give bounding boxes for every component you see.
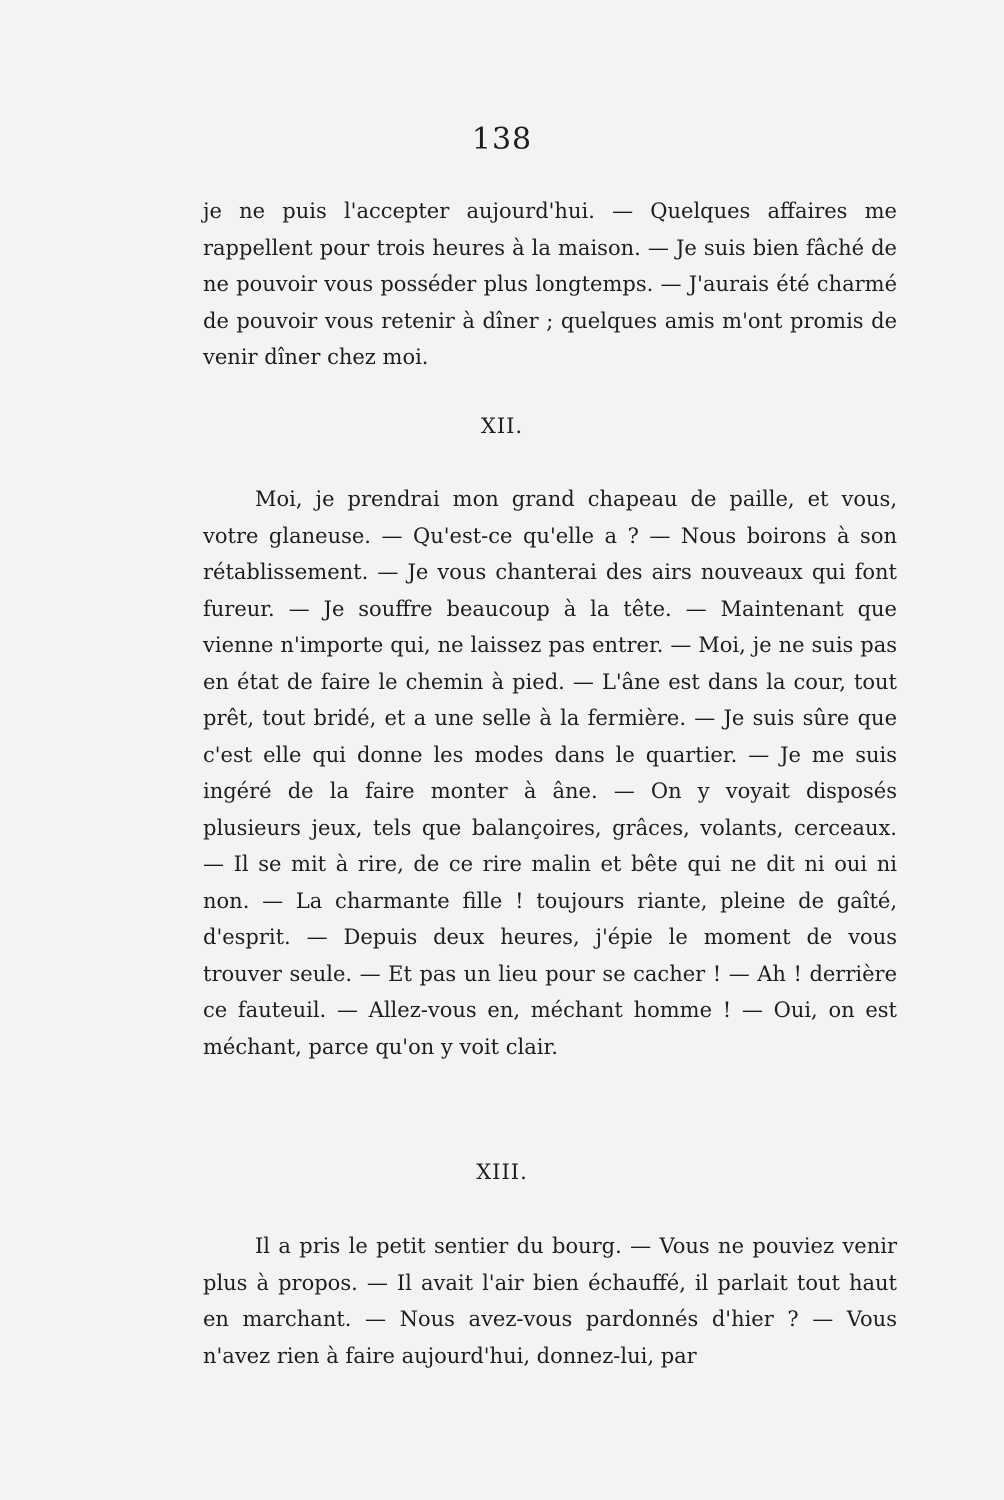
section-heading-xiii: XIII. (476, 1160, 528, 1184)
paragraph-section-xii: Moi, je prendrai mon grand chapeau de paille, et vous, votre glaneuse. — Qu'est-ce qu'elle a ? — Nous boirons à son rétablissement. — Je vous chanterai des airs nouveaux qui font fureur. — Je souffre beaucoup à la tête. — Maintenant que vienne n'importe qui, ne laissez pas entrer. — Moi, je ne suis pas en état de faire le chemin à pied. — L'âne est dans la cour, tout prêt, tout bridé, et a une selle à la fermière. — Je suis sûre que c'est elle qui donne les modes dans le quartier. — Je me suis ingéré de la faire monter à âne. — On y voyait disposés plusieurs jeux, tels que balançoires, grâces, volants, cerceaux. — Il se mit à rire, de ce rire malin et bête qui ne dit ni oui ni non. — La charmante fille ! toujours riante, pleine de gaîté, d'esprit. — Depuis deux heures, j'épie le moment de vous trouver seule. — Et pas un lieu pour se cacher ! — Ah ! derrière ce fauteuil. — Allez-vous en, méchant homme ! — Oui, on est méchant, parce qu'on y voit clair. (203, 487, 897, 1059)
paragraph-continuation: je ne puis l'accepter aujourd'hui. — Quelques affaires me rappellent pour trois heures à la maison. — Je suis bien fâché de ne pouvoir vous posséder plus longtemps. — J'aurais été charmé de pouvoir vous retenir à dîner ; quelques amis m'ont promis de venir dîner chez moi. (203, 199, 897, 369)
paragraph-section-xiii: Il a pris le petit sentier du bourg. — Vous ne pouviez venir plus à propos. — Il avait l'air bien échauffé, il parlait tout haut en marchant. — Nous avez-vous pardonnés d'hier ? — Vous n'avez rien à faire aujourd'hui, donnez-lui, par (203, 1234, 897, 1368)
page-number: 138 (471, 122, 533, 157)
section-heading-xii: XII. (480, 414, 524, 438)
